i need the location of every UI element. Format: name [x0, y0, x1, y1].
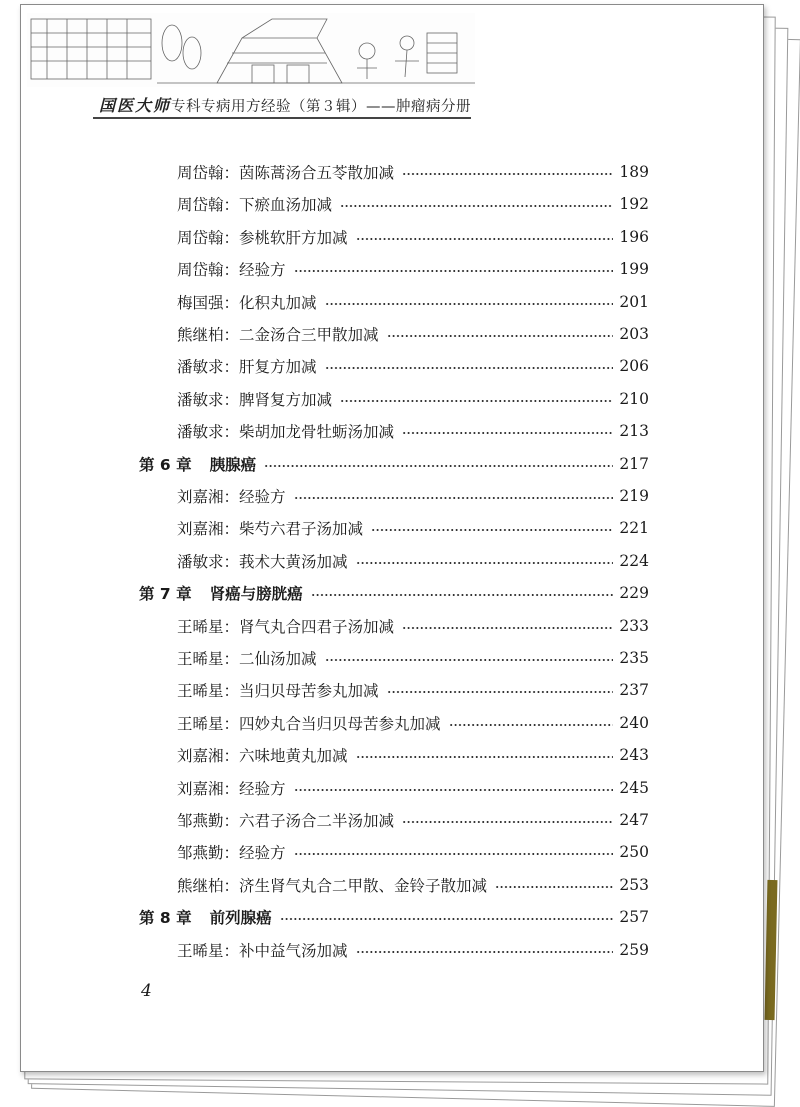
toc-entry-row[interactable]	[177, 256, 649, 282]
entry-title: 脾肾复方加减	[239, 390, 333, 409]
toc-page-number: 192	[619, 195, 649, 214]
entry-title: 六味地黄丸加减	[239, 747, 348, 766]
entry-title: 化积丸加减	[239, 293, 317, 312]
toc-entry-row[interactable]	[177, 159, 649, 185]
entry-title: 经验方	[239, 844, 286, 863]
entry-author: 潘敏求	[177, 390, 224, 409]
header-illustration	[27, 13, 475, 87]
chapter-number: 第 7 章	[139, 585, 192, 604]
leader-dots	[495, 886, 613, 888]
entry-author: 潘敏求	[177, 358, 224, 377]
toc-label	[177, 258, 286, 280]
entry-author: 刘嘉湘	[177, 520, 224, 539]
leader-dots	[325, 367, 613, 369]
toc-entry-row[interactable]	[177, 645, 649, 671]
leader-dots	[294, 789, 613, 791]
entry-author: 潘敏求	[177, 552, 224, 571]
toc-label	[177, 939, 348, 961]
toc-page-number: 203	[619, 325, 649, 343]
author-separator: ：	[223, 358, 240, 377]
toc-page-number: 210	[619, 389, 649, 408]
author-separator: ：	[223, 228, 240, 247]
header-rule	[93, 117, 471, 119]
author-separator: ：	[223, 941, 240, 960]
toc-label	[177, 615, 394, 637]
toc-entry-row[interactable]	[177, 483, 649, 509]
leader-dots	[311, 594, 613, 596]
toc-entry-row[interactable]	[177, 872, 649, 898]
entry-title: 二仙汤加减	[239, 650, 317, 668]
toc-label	[177, 323, 379, 345]
toc-page-number: 221	[619, 519, 649, 538]
toc-page-number: 259	[619, 940, 649, 959]
leader-dots	[356, 756, 613, 758]
entry-author: 王晞星	[177, 617, 224, 636]
entry-title: 柴芍六君子汤加减	[239, 520, 364, 539]
toc-label	[177, 874, 487, 896]
toc-label	[177, 744, 348, 766]
entry-title: 柴胡加龙骨牡蛎汤加减	[239, 423, 395, 442]
toc-entry-row[interactable]	[177, 613, 649, 639]
leader-dots	[340, 205, 613, 207]
chapter-title: 肾癌与膀胱癌	[209, 585, 303, 604]
toc-page-number: 257	[619, 908, 649, 927]
toc-label	[177, 388, 332, 410]
toc-entry-row[interactable]	[177, 515, 649, 541]
toc-label	[177, 647, 317, 669]
toc-page-number: 250	[619, 843, 649, 862]
toc-entry-row[interactable]	[177, 548, 649, 574]
author-separator: ：	[223, 326, 240, 344]
chapter-number: 第 8 章	[139, 909, 192, 928]
entry-title: 济生肾气丸合二甲散、金铃子散加减	[239, 876, 488, 895]
entry-author: 周岱翰	[177, 196, 224, 215]
page-number: 4	[141, 981, 152, 1001]
author-separator: ：	[223, 520, 240, 539]
author-separator: ：	[223, 423, 240, 442]
author-separator: ：	[223, 714, 240, 733]
toc-label	[177, 485, 286, 507]
toc-page-number: 224	[619, 551, 649, 570]
leader-dots	[402, 627, 613, 629]
toc-entry-row[interactable]	[177, 677, 649, 703]
leader-dots	[264, 465, 613, 467]
toc-label	[177, 679, 379, 701]
toc-label	[177, 712, 441, 734]
leader-dots	[402, 821, 613, 823]
author-separator: ：	[223, 650, 240, 668]
leader-dots	[294, 853, 613, 855]
entry-author: 王晞星	[177, 714, 224, 733]
author-separator: ：	[223, 812, 240, 830]
series-brand: 国医大师	[99, 96, 172, 115]
author-separator: ：	[223, 552, 240, 571]
toc-label	[177, 355, 317, 377]
entry-author: 周岱翰	[177, 228, 224, 247]
author-separator: ：	[223, 390, 240, 409]
entry-author: 王晞星	[177, 941, 224, 960]
entry-title: 肝复方加减	[239, 358, 317, 377]
toc-page-number: 201	[619, 292, 649, 311]
toc-entry-row[interactable]	[177, 224, 649, 250]
toc-entry-row[interactable]	[177, 289, 649, 315]
toc-entry-row[interactable]	[177, 418, 649, 444]
leader-dots	[356, 238, 613, 240]
toc-entry-row[interactable]	[177, 807, 649, 833]
author-separator: ：	[223, 617, 240, 636]
toc-entry-row[interactable]	[177, 742, 649, 768]
entry-author: 刘嘉湘	[177, 488, 224, 506]
leader-dots	[356, 951, 613, 953]
toc-page-number: 240	[619, 713, 649, 732]
toc-entry-row[interactable]	[177, 710, 649, 736]
book-page	[20, 4, 764, 1072]
entry-title: 当归贝母苦参丸加减	[239, 682, 379, 701]
toc-label	[177, 291, 317, 313]
author-separator: ：	[223, 196, 240, 215]
toc-label	[177, 226, 348, 248]
toc-chapter-row[interactable]	[139, 580, 649, 606]
toc-label	[177, 809, 394, 831]
entry-title: 茵陈蒿汤合五苓散加减	[239, 164, 395, 182]
entry-title: 经验方	[239, 779, 286, 798]
entry-title: 参桃软肝方加减	[239, 228, 348, 247]
entry-title: 下瘀血汤加减	[239, 196, 333, 215]
toc-page-number: 229	[619, 584, 649, 603]
toc-page-number: 237	[619, 681, 649, 700]
toc-page-number: 196	[619, 227, 649, 246]
leader-dots	[294, 497, 613, 499]
entry-title: 六君子汤合二半汤加减	[239, 812, 395, 830]
toc-page-number: 235	[619, 649, 649, 667]
toc-entry-row[interactable]	[177, 937, 649, 963]
book-title: 专科专病用方经验（第３辑）——肿瘤病分册	[171, 99, 472, 115]
toc-label	[139, 906, 272, 928]
toc-page-number: 199	[619, 260, 649, 279]
leader-dots	[387, 335, 613, 337]
entry-title: 莪术大黄汤加减	[239, 552, 348, 571]
toc-page-number: 213	[619, 422, 649, 441]
leader-dots	[402, 432, 613, 434]
author-separator: ：	[223, 164, 240, 182]
toc-page-number: 206	[619, 357, 649, 376]
toc-page-number: 219	[619, 487, 649, 505]
leader-dots	[340, 400, 613, 402]
chapter-number: 第 6 章	[139, 455, 192, 474]
leader-dots	[280, 918, 613, 920]
toc-entry-row[interactable]	[177, 321, 649, 347]
toc-chapter-row[interactable]	[139, 904, 649, 930]
toc-label	[177, 420, 394, 442]
entry-author: 邹燕勤	[177, 812, 224, 830]
leader-dots	[356, 562, 613, 564]
entry-author: 潘敏求	[177, 423, 224, 442]
author-separator: ：	[223, 844, 240, 863]
toc-page-number: 233	[619, 616, 649, 635]
author-separator: ：	[223, 747, 240, 766]
toc-entry-row[interactable]	[177, 191, 649, 217]
entry-author: 邹燕勤	[177, 844, 224, 863]
toc-page-number: 245	[619, 778, 649, 797]
entry-title: 经验方	[239, 488, 286, 506]
leader-dots	[449, 724, 613, 726]
leader-dots	[387, 691, 613, 693]
author-separator: ：	[223, 779, 240, 798]
entry-title: 二金汤合三甲散加减	[239, 326, 379, 344]
entry-author: 周岱翰	[177, 164, 224, 182]
toc-entry-row[interactable]	[177, 353, 649, 379]
leader-dots	[294, 270, 613, 272]
leader-dots	[371, 529, 613, 531]
leader-dots	[325, 659, 613, 661]
running-header	[99, 93, 471, 116]
toc-page-number: 243	[619, 746, 649, 765]
entry-title: 四妙丸合当归贝母苦参丸加减	[239, 714, 441, 733]
toc-page-number: 247	[619, 811, 649, 829]
entry-title: 肾气丸合四君子汤加减	[239, 617, 395, 636]
leader-dots	[402, 173, 613, 175]
chapter-title: 前列腺癌	[209, 909, 272, 928]
toc-page-number: 189	[619, 163, 649, 181]
entry-author: 刘嘉湘	[177, 747, 224, 766]
toc-label	[177, 161, 394, 183]
entry-author: 梅国强	[177, 293, 224, 312]
entry-author: 刘嘉湘	[177, 779, 224, 798]
toc-label	[177, 193, 332, 215]
toc-entry-row[interactable]	[177, 775, 649, 801]
toc-page-number: 217	[619, 454, 649, 473]
toc-label	[139, 582, 303, 604]
author-separator: ：	[223, 261, 240, 280]
toc-chapter-row[interactable]	[139, 451, 649, 477]
entry-author: 周岱翰	[177, 261, 224, 280]
entry-author: 熊继柏	[177, 326, 224, 344]
author-separator: ：	[223, 876, 240, 895]
entry-title: 经验方	[239, 261, 286, 280]
leader-dots	[325, 303, 613, 305]
toc-label	[139, 453, 256, 475]
entry-author: 熊继柏	[177, 876, 224, 895]
toc-label	[177, 517, 363, 539]
toc-label	[177, 777, 286, 799]
toc-label	[177, 550, 348, 572]
author-separator: ：	[223, 293, 240, 312]
toc-label	[177, 841, 286, 863]
toc-entry-row[interactable]	[177, 386, 649, 412]
author-separator: ：	[223, 682, 240, 701]
entry-author: 王晞星	[177, 650, 224, 668]
entry-author: 王晞星	[177, 682, 224, 701]
entry-title: 补中益气汤加减	[239, 941, 348, 960]
chapter-title: 胰腺癌	[209, 455, 257, 474]
author-separator: ：	[223, 488, 240, 506]
toc-entry-row[interactable]	[177, 839, 649, 865]
toc-page-number: 253	[619, 875, 649, 894]
